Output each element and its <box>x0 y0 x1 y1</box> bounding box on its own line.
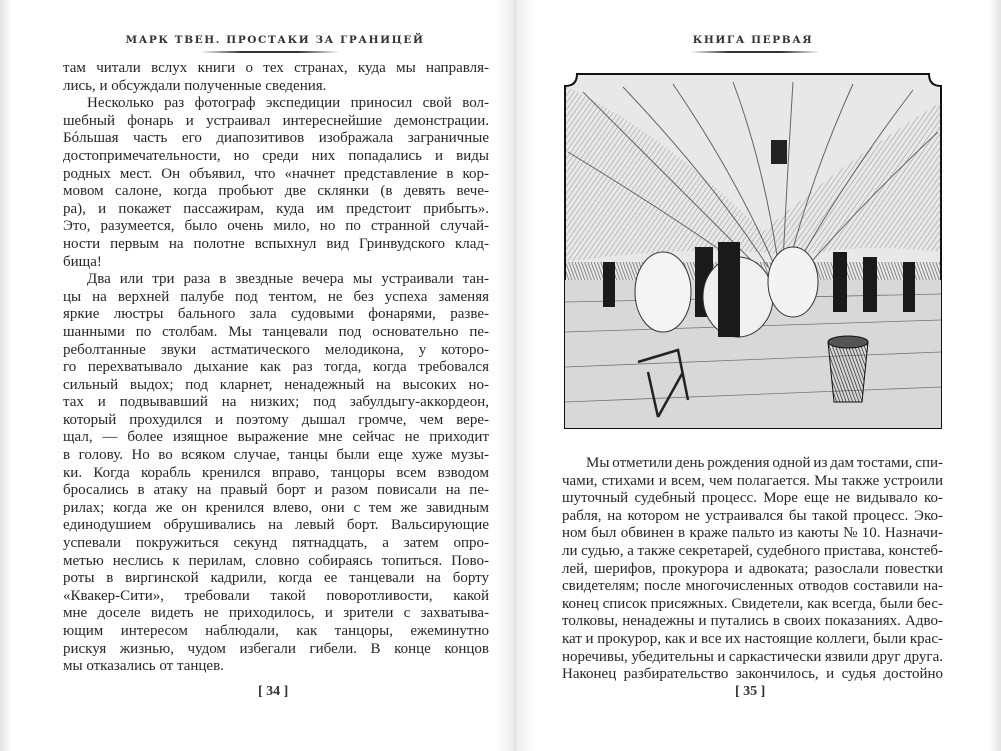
text-line: Наконец разбирательство закончилось, и судья достойно <box>562 666 943 683</box>
page-edge-right <box>989 0 1001 751</box>
text-line: цы на верхней палубе под тентом, не без успеха заменяя <box>63 288 489 305</box>
text-line: лей, шерифов, прокурора и адвоката; разослали повестки <box>562 560 943 577</box>
text-line: роты в виргинской кадрили, когда ее танцевали на борту <box>63 570 489 587</box>
text-line: норечивы, убедительны и саркастически язвили друг друга. <box>562 648 943 665</box>
text-line: лись, и обсуждали полученные сведения. <box>63 77 327 94</box>
left-page-body <box>63 60 489 676</box>
text-line: го перехватывало дыхание как раз тогда, когда требовался <box>63 359 489 376</box>
text-line: «Квакер-Сити», требовали такой поворотливости, какой <box>63 587 489 604</box>
book-gutter <box>495 0 535 751</box>
text-line: ли судью, а также секретарей, судебного пристава, констеб- <box>562 542 943 559</box>
text-line: свидетелям; после многочисленных отводов составили на- <box>562 578 943 595</box>
text-line: бросались в атаку на правый борт и разом повисали на пе- <box>63 482 489 499</box>
text-line: тах и подвывавший на низких; под забулдыгу-аккордеон, <box>63 394 489 411</box>
left-running-head: МАРК ТВЕН. ПРОСТАКИ ЗА ГРАНИЦЕЙ <box>125 34 425 46</box>
engraving-illustration <box>563 72 943 430</box>
right-head-rule <box>690 51 820 53</box>
text-line: который прохудился и поэтому дышал громче, чем вере- <box>63 411 489 428</box>
right-page-number: [ 35 ] <box>735 684 766 699</box>
text-line: толковы, ненадежны и путались в своих показаниях. Адво- <box>562 613 943 630</box>
text-line: единодушием обрушивались на левый борт. Вальсирующие <box>63 517 489 534</box>
text-line: ности первым на полотне вспыхнул вид Гринвудского клад- <box>63 235 489 252</box>
left-page-number: [ 34 ] <box>258 684 289 699</box>
text-line: ющим интересом наблюдали, как танцоры, ежеминутно <box>63 623 489 639</box>
text-line: рилах; когда же он кренился влево, они с тем же завидным <box>63 499 489 516</box>
text-line: Несколько раз фотограф экспедиции приносил свой вол- <box>87 95 489 112</box>
left-head-rule <box>200 51 340 53</box>
text-line: рискуя жизнью, чудом избегали гибели. В конце концов <box>63 640 489 657</box>
text-line: кат и прокурор, как и все их настоящие коллеги, были крас- <box>562 630 943 647</box>
text-line: реболтанные звуки астматического мелодикона, у которо- <box>63 341 489 358</box>
text-line: чами, стихами и всем, чем полагается. Мы также устроили <box>562 472 943 489</box>
text-line: мне доселе видеть не приходилось, и зрители с захватыва- <box>63 605 489 622</box>
text-line: щал, — более изящное выражение мне сейчас не приходит <box>63 429 489 446</box>
page-edge-left <box>0 0 12 751</box>
text-line: ном был обвинен в краже пальто из каюты № 10. Назначи- <box>562 525 943 542</box>
text-line: Мы отметили день рождения одной из дам тостами, спи- <box>586 455 943 471</box>
text-line: в голову. Но во всяком случае, танцы были еще хуже музы- <box>63 447 489 464</box>
text-line: родных мест. Он объявил, что «начнет представление в кор- <box>63 165 489 182</box>
text-line: там читали вслух книги о тех странах, куда мы направля- <box>63 60 489 76</box>
text-line: успевали покружиться секунд пятнадцать, а затем опро- <box>63 535 489 552</box>
right-running-head: КНИГА ПЕРВАЯ <box>692 34 814 46</box>
text-line: Два или три раза в звездные вечера мы устраивали тан- <box>87 271 489 288</box>
text-line: Бóльшая часть его диапозитивов изображала заграничные <box>63 130 489 147</box>
text-line: шанными по столбам. Мы танцевали под основательно пе- <box>63 323 489 340</box>
text-line: рабля, на котором не устраивался бы такой процесс. Эко- <box>562 507 943 524</box>
text-line: конец список присяжных. Свидетели, как всегда, были бес- <box>562 595 943 612</box>
text-line: достопримечательности, но среди них попадались и виды <box>63 147 489 164</box>
text-line: Это, разумеется, было очень мило, но по странной случай- <box>63 218 489 235</box>
right-page-body <box>562 455 943 684</box>
text-line: яркие люстры бального зала судовыми фонарями, разве- <box>63 306 489 323</box>
text-line: мы отказались от танцев. <box>63 658 224 675</box>
text-line: шебный фонарь и устраивал интереснейшие демонстрации. <box>63 112 489 129</box>
text-line: сильный выдох; под кларнет, ненадежный на высоких но- <box>63 376 489 393</box>
text-line: бища! <box>63 253 102 270</box>
text-line: мовом салоне, когда пробьют две склянки (в девять вече- <box>63 183 489 200</box>
text-line: ра), и покажет пассажирам, куда им предстоит прибыть». <box>63 200 489 217</box>
text-line: ки. Когда корабль кренился вправо, танцоры всем взводом <box>63 464 489 481</box>
text-line: метью неслись к перилам, словно собираясь топиться. Пово- <box>63 552 489 569</box>
text-line: шуточный судебный процесс. Море еще не видывало ко- <box>562 490 943 507</box>
